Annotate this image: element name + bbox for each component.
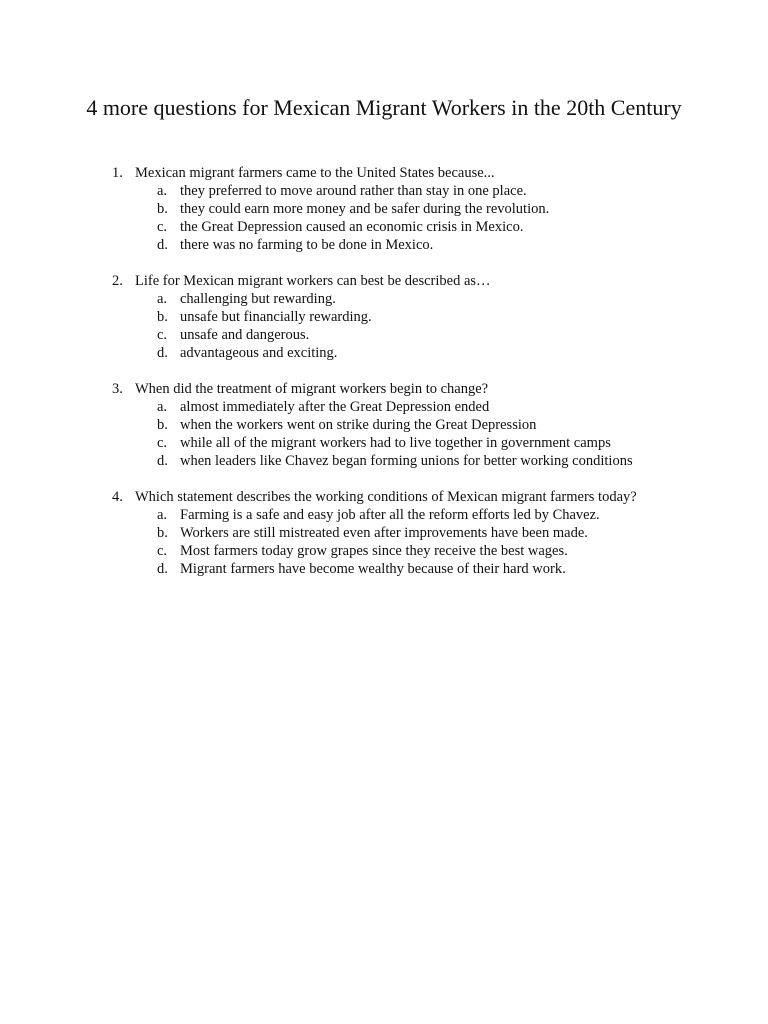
question-stem — [112, 488, 732, 506]
option-b — [112, 416, 732, 434]
question-number: 2. — [112, 273, 123, 289]
option-letter: a. — [157, 291, 168, 307]
option-letter: b. — [157, 417, 168, 433]
option-d — [112, 344, 732, 362]
question-text: When did the treatment of migrant workers begin to change? — [135, 381, 489, 397]
option-text: Most farmers today grow grapes since they receive the best wages. — [180, 543, 568, 559]
question-number: 4. — [112, 489, 123, 505]
option-c — [112, 434, 732, 452]
option-text: they could earn more money and be safer during the revolution. — [180, 201, 550, 217]
option-a — [112, 290, 732, 308]
option-letter: d. — [157, 561, 168, 577]
option-a — [112, 182, 732, 200]
page-title: 4 more questions for Mexican Migrant Workers in the 20th Century — [86, 95, 682, 120]
option-text: Farming is a safe and easy job after all the reform efforts led by Chavez. — [180, 507, 600, 523]
option-text: advantageous and exciting. — [180, 345, 338, 361]
option-list — [112, 290, 732, 362]
question-2 — [112, 272, 732, 362]
option-letter: d. — [157, 237, 168, 253]
option-d — [112, 236, 732, 254]
question-4 — [112, 488, 732, 578]
question-3 — [112, 380, 732, 470]
option-letter: c. — [157, 543, 168, 559]
option-letter: d. — [157, 453, 168, 469]
question-stem — [112, 272, 732, 290]
option-letter: b. — [157, 309, 168, 325]
option-letter: c. — [157, 435, 168, 451]
option-text: challenging but rewarding. — [180, 291, 336, 307]
option-letter: a. — [157, 507, 168, 523]
option-a — [112, 506, 732, 524]
option-text: Migrant farmers have become wealthy because of their hard work. — [180, 561, 566, 577]
question-1 — [112, 164, 732, 254]
question-list — [112, 164, 732, 596]
option-b — [112, 524, 732, 542]
option-list — [112, 506, 732, 578]
option-list — [112, 398, 732, 470]
option-a — [112, 398, 732, 416]
option-c — [112, 542, 732, 560]
option-letter: b. — [157, 201, 168, 217]
option-text: unsafe and dangerous. — [180, 327, 310, 343]
question-text: Life for Mexican migrant workers can best be described as… — [135, 273, 491, 289]
option-b — [112, 308, 732, 326]
option-text: there was no farming to be done in Mexico. — [180, 237, 434, 253]
option-letter: a. — [157, 399, 168, 415]
option-c — [112, 218, 732, 236]
question-text: Which statement describes the working conditions of Mexican migrant farmers today? — [135, 489, 637, 505]
option-c — [112, 326, 732, 344]
option-text: they preferred to move around rather than stay in one place. — [180, 183, 527, 199]
option-b — [112, 200, 732, 218]
option-text: while all of the migrant workers had to live together in government camps — [180, 435, 611, 451]
question-stem — [112, 164, 732, 182]
question-text: Mexican migrant farmers came to the United States because... — [135, 165, 495, 181]
option-list — [112, 182, 732, 254]
option-letter: a. — [157, 183, 168, 199]
option-letter: d. — [157, 345, 168, 361]
option-text: the Great Depression caused an economic crisis in Mexico. — [180, 219, 524, 235]
option-text: Workers are still mistreated even after improvements have been made. — [180, 525, 588, 541]
option-text: when leaders like Chavez began forming unions for better working conditions — [180, 453, 633, 469]
option-text: when the workers went on strike during the Great Depression — [180, 417, 537, 433]
option-text: unsafe but financially rewarding. — [180, 309, 372, 325]
question-stem — [112, 380, 732, 398]
question-number: 1. — [112, 165, 123, 181]
option-text: almost immediately after the Great Depression ended — [180, 399, 490, 415]
option-letter: c. — [157, 219, 168, 235]
option-letter: c. — [157, 327, 168, 343]
option-d — [112, 452, 732, 470]
option-letter: b. — [157, 525, 168, 541]
question-number: 3. — [112, 381, 123, 397]
option-d — [112, 560, 732, 578]
